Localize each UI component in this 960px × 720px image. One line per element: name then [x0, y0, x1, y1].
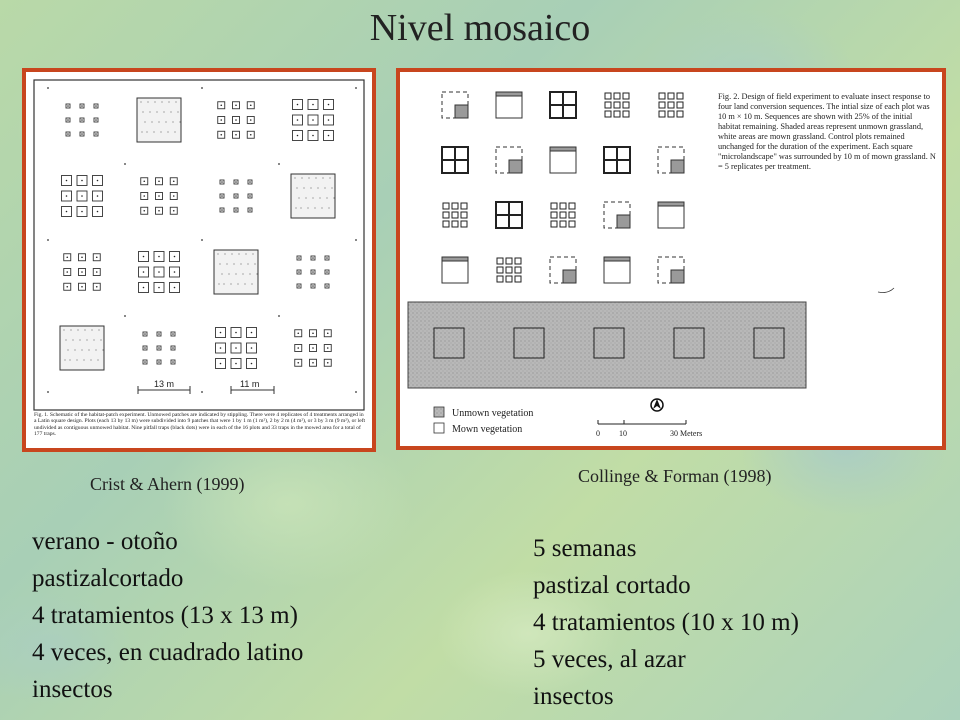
pitfall-trap: [278, 163, 280, 165]
legend-mown-label: Mown vegetation: [452, 424, 523, 435]
habitat-plot: [216, 328, 257, 369]
summary-line: 4 tratamientos (10 x 10 m): [533, 609, 799, 636]
habitat-plot: [220, 180, 252, 212]
conversion-plot: [658, 147, 684, 173]
pitfall-trap: [47, 391, 49, 393]
conversion-plot: [497, 258, 521, 282]
conversion-plot: [442, 257, 468, 283]
summary-line: 5 veces, al azar: [533, 646, 686, 673]
pitfall-trap: [124, 315, 126, 317]
page-title: Nivel mosaico: [369, 7, 591, 49]
left-experiment-summary: [32, 523, 303, 708]
left-citation: Crist & Ahern (1999): [90, 474, 245, 494]
summary-line: 5 semanas: [533, 535, 637, 562]
summary-line: pastizalcortado: [32, 565, 184, 592]
scale-11m: 11 m: [240, 379, 260, 389]
summary-line: 4 veces, en cuadrado latino: [32, 639, 304, 666]
conversion-plot: [604, 147, 630, 173]
conversion-plot: [551, 203, 575, 227]
left-figure-caption: Fig. 1. Schematic of the habitat-patch experiment. Unmowed patches are indicated by stippling. There were 4 replicates of 4 treatments arranged in a Latin square design. Plots (each 13 by 13 m) were subdivided into 9 patches that were 1 by 1 m (1 m²), 2 by 2 m (4 m²), or 3 by 3 m (9 m²), or left undivided as contiguous unmowed habitat. Nine pitfall traps (black dots) were in each of the 16 plots and 33 traps in the mowed area for a total of 177 traps.: [34, 412, 366, 438]
habitat-plot: [139, 252, 180, 293]
right-experiment-summary: [533, 530, 799, 715]
conversion-plot: [605, 93, 629, 117]
scale-0: 0: [596, 429, 600, 438]
legend-mown-swatch: [434, 423, 444, 433]
conversion-plot: [442, 92, 468, 118]
pitfall-trap: [278, 315, 280, 317]
summary-line: insectos: [533, 683, 614, 710]
conversion-plot: [496, 92, 522, 118]
habitat-plot: [60, 326, 104, 370]
conversion-plot: [496, 202, 522, 228]
habitat-plot: [293, 100, 334, 141]
pitfall-trap: [355, 87, 357, 89]
conversion-plot: [443, 203, 467, 227]
summary-line: pastizal cortado: [533, 572, 691, 599]
conversion-plot: [550, 257, 576, 283]
habitat-plot: [218, 102, 255, 139]
habitat-plot: [295, 330, 332, 367]
left-figure-frame: [22, 68, 376, 452]
habitat-plot: [141, 178, 178, 215]
conversion-plot: [658, 257, 684, 283]
conversion-plot: [658, 202, 684, 228]
pitfall-trap: [355, 239, 357, 241]
conversion-plot: [496, 147, 522, 173]
habitat-plot: [66, 104, 98, 136]
habitat-plot: [291, 174, 335, 218]
conversion-plot: [604, 257, 630, 283]
pitfall-trap: [201, 391, 203, 393]
scale-10: 10: [619, 429, 627, 438]
habitat-plot: [297, 256, 329, 288]
north-arrow-icon: [651, 399, 663, 411]
conversion-plot: [550, 147, 576, 173]
habitat-plot: [214, 250, 258, 294]
summary-line: verano - otoño: [32, 528, 178, 555]
scale-30-meters: 30 Meters: [670, 429, 703, 438]
conversion-plot: [442, 147, 468, 173]
habitat-plot: [62, 176, 103, 217]
field-experiment-design: [400, 72, 942, 446]
conversion-plot: [550, 92, 576, 118]
pitfall-trap: [201, 87, 203, 89]
habitat-plot: [137, 98, 181, 142]
pitfall-trap: [355, 391, 357, 393]
pitfall-trap: [47, 87, 49, 89]
pitfall-trap: [124, 163, 126, 165]
legend-unmown-swatch: [434, 407, 444, 417]
pitfall-trap: [47, 239, 49, 241]
right-figure-frame: [396, 68, 946, 450]
legend-unmown-label: Unmown vegetation: [452, 408, 534, 419]
habitat-plot: [143, 332, 175, 364]
conversion-plot: [604, 202, 630, 228]
habitat-patch-schematic: [26, 72, 372, 448]
habitat-plot: [64, 254, 101, 291]
conversion-plot: [659, 93, 683, 117]
scale-13m: 13 m: [154, 379, 175, 389]
summary-line: insectos: [32, 676, 113, 703]
right-figure-caption: Fig. 2. Design of field experiment to evaluate insect response to four land conversion sequences. The intial size of each plot was 10 m × 10 m. Sequences are shown with 25% of the initial habitat remaining. Shaded areas represent unmown grassland, white areas are mown grassland. Control plots remained unchanged for the duration of the experiment. Each square "microlandscape" was surrounded by 10 m of mown grassland. N = 5 replicates per treatment.: [718, 92, 936, 171]
right-citation: Collinge & Forman (1998): [578, 466, 772, 486]
summary-line: 4 tratamientos (13 x 13 m): [32, 602, 298, 629]
pitfall-trap: [201, 239, 203, 241]
